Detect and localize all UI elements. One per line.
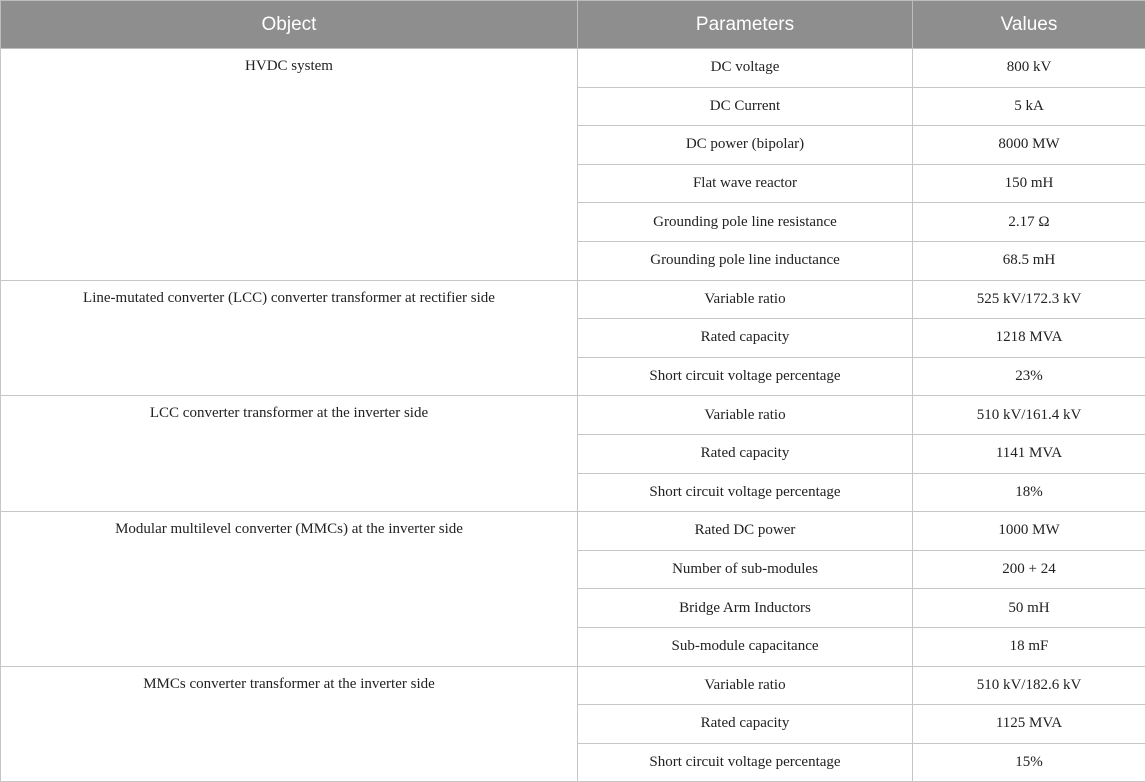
header-parameters: Parameters <box>578 1 913 49</box>
object-cell: MMCs converter transformer at the inverter side <box>1 666 578 782</box>
table-row <box>1 49 1145 88</box>
parameter-cell: Rated DC power <box>578 512 913 551</box>
parameter-cell: DC voltage <box>578 49 913 88</box>
parameter-cell: Grounding pole line resistance <box>578 203 913 242</box>
value-cell: 68.5 mH <box>913 241 1145 280</box>
value-cell: 510 kV/182.6 kV <box>913 666 1145 705</box>
value-cell: 510 kV/161.4 kV <box>913 396 1145 435</box>
value-cell: 23% <box>913 357 1145 396</box>
parameter-cell: Variable ratio <box>578 396 913 435</box>
table-row <box>1 396 1145 435</box>
table-row <box>1 666 1145 705</box>
parameter-cell: DC power (bipolar) <box>578 126 913 165</box>
parameter-cell: Rated capacity <box>578 705 913 744</box>
value-cell: 1125 MVA <box>913 705 1145 744</box>
value-cell: 525 kV/172.3 kV <box>913 280 1145 319</box>
value-cell: 1218 MVA <box>913 319 1145 358</box>
header-row <box>1 1 1145 49</box>
value-cell: 5 kA <box>913 87 1145 126</box>
header-object: Object <box>1 1 578 49</box>
parameter-cell: Short circuit voltage percentage <box>578 357 913 396</box>
object-cell: HVDC system <box>1 49 578 281</box>
value-cell: 15% <box>913 743 1145 782</box>
value-cell: 18 mF <box>913 627 1145 666</box>
parameter-cell: Bridge Arm Inductors <box>578 589 913 628</box>
header-values: Values <box>913 1 1145 49</box>
value-cell: 1141 MVA <box>913 434 1145 473</box>
table-body <box>1 49 1145 782</box>
object-cell: Line-mutated converter (LCC) converter transformer at rectifier side <box>1 280 578 396</box>
parameter-cell: Variable ratio <box>578 666 913 705</box>
value-cell: 800 kV <box>913 49 1145 88</box>
parameter-cell: Rated capacity <box>578 319 913 358</box>
table-header <box>1 1 1145 49</box>
value-cell: 18% <box>913 473 1145 512</box>
value-cell: 8000 MW <box>913 126 1145 165</box>
parameter-cell: Short circuit voltage percentage <box>578 473 913 512</box>
value-cell: 150 mH <box>913 164 1145 203</box>
value-cell: 50 mH <box>913 589 1145 628</box>
parameter-cell: Grounding pole line inductance <box>578 241 913 280</box>
table-row <box>1 280 1145 319</box>
parameter-cell: Rated capacity <box>578 434 913 473</box>
parameter-cell: Sub-module capacitance <box>578 627 913 666</box>
parameter-cell: Flat wave reactor <box>578 164 913 203</box>
parameter-cell: Variable ratio <box>578 280 913 319</box>
table-row <box>1 512 1145 551</box>
value-cell: 1000 MW <box>913 512 1145 551</box>
value-cell: 2.17 Ω <box>913 203 1145 242</box>
parameter-cell: DC Current <box>578 87 913 126</box>
value-cell: 200 + 24 <box>913 550 1145 589</box>
parameter-cell: Number of sub-modules <box>578 550 913 589</box>
object-cell: LCC converter transformer at the inverter side <box>1 396 578 512</box>
parameter-cell: Short circuit voltage percentage <box>578 743 913 782</box>
object-cell: Modular multilevel converter (MMCs) at the inverter side <box>1 512 578 666</box>
